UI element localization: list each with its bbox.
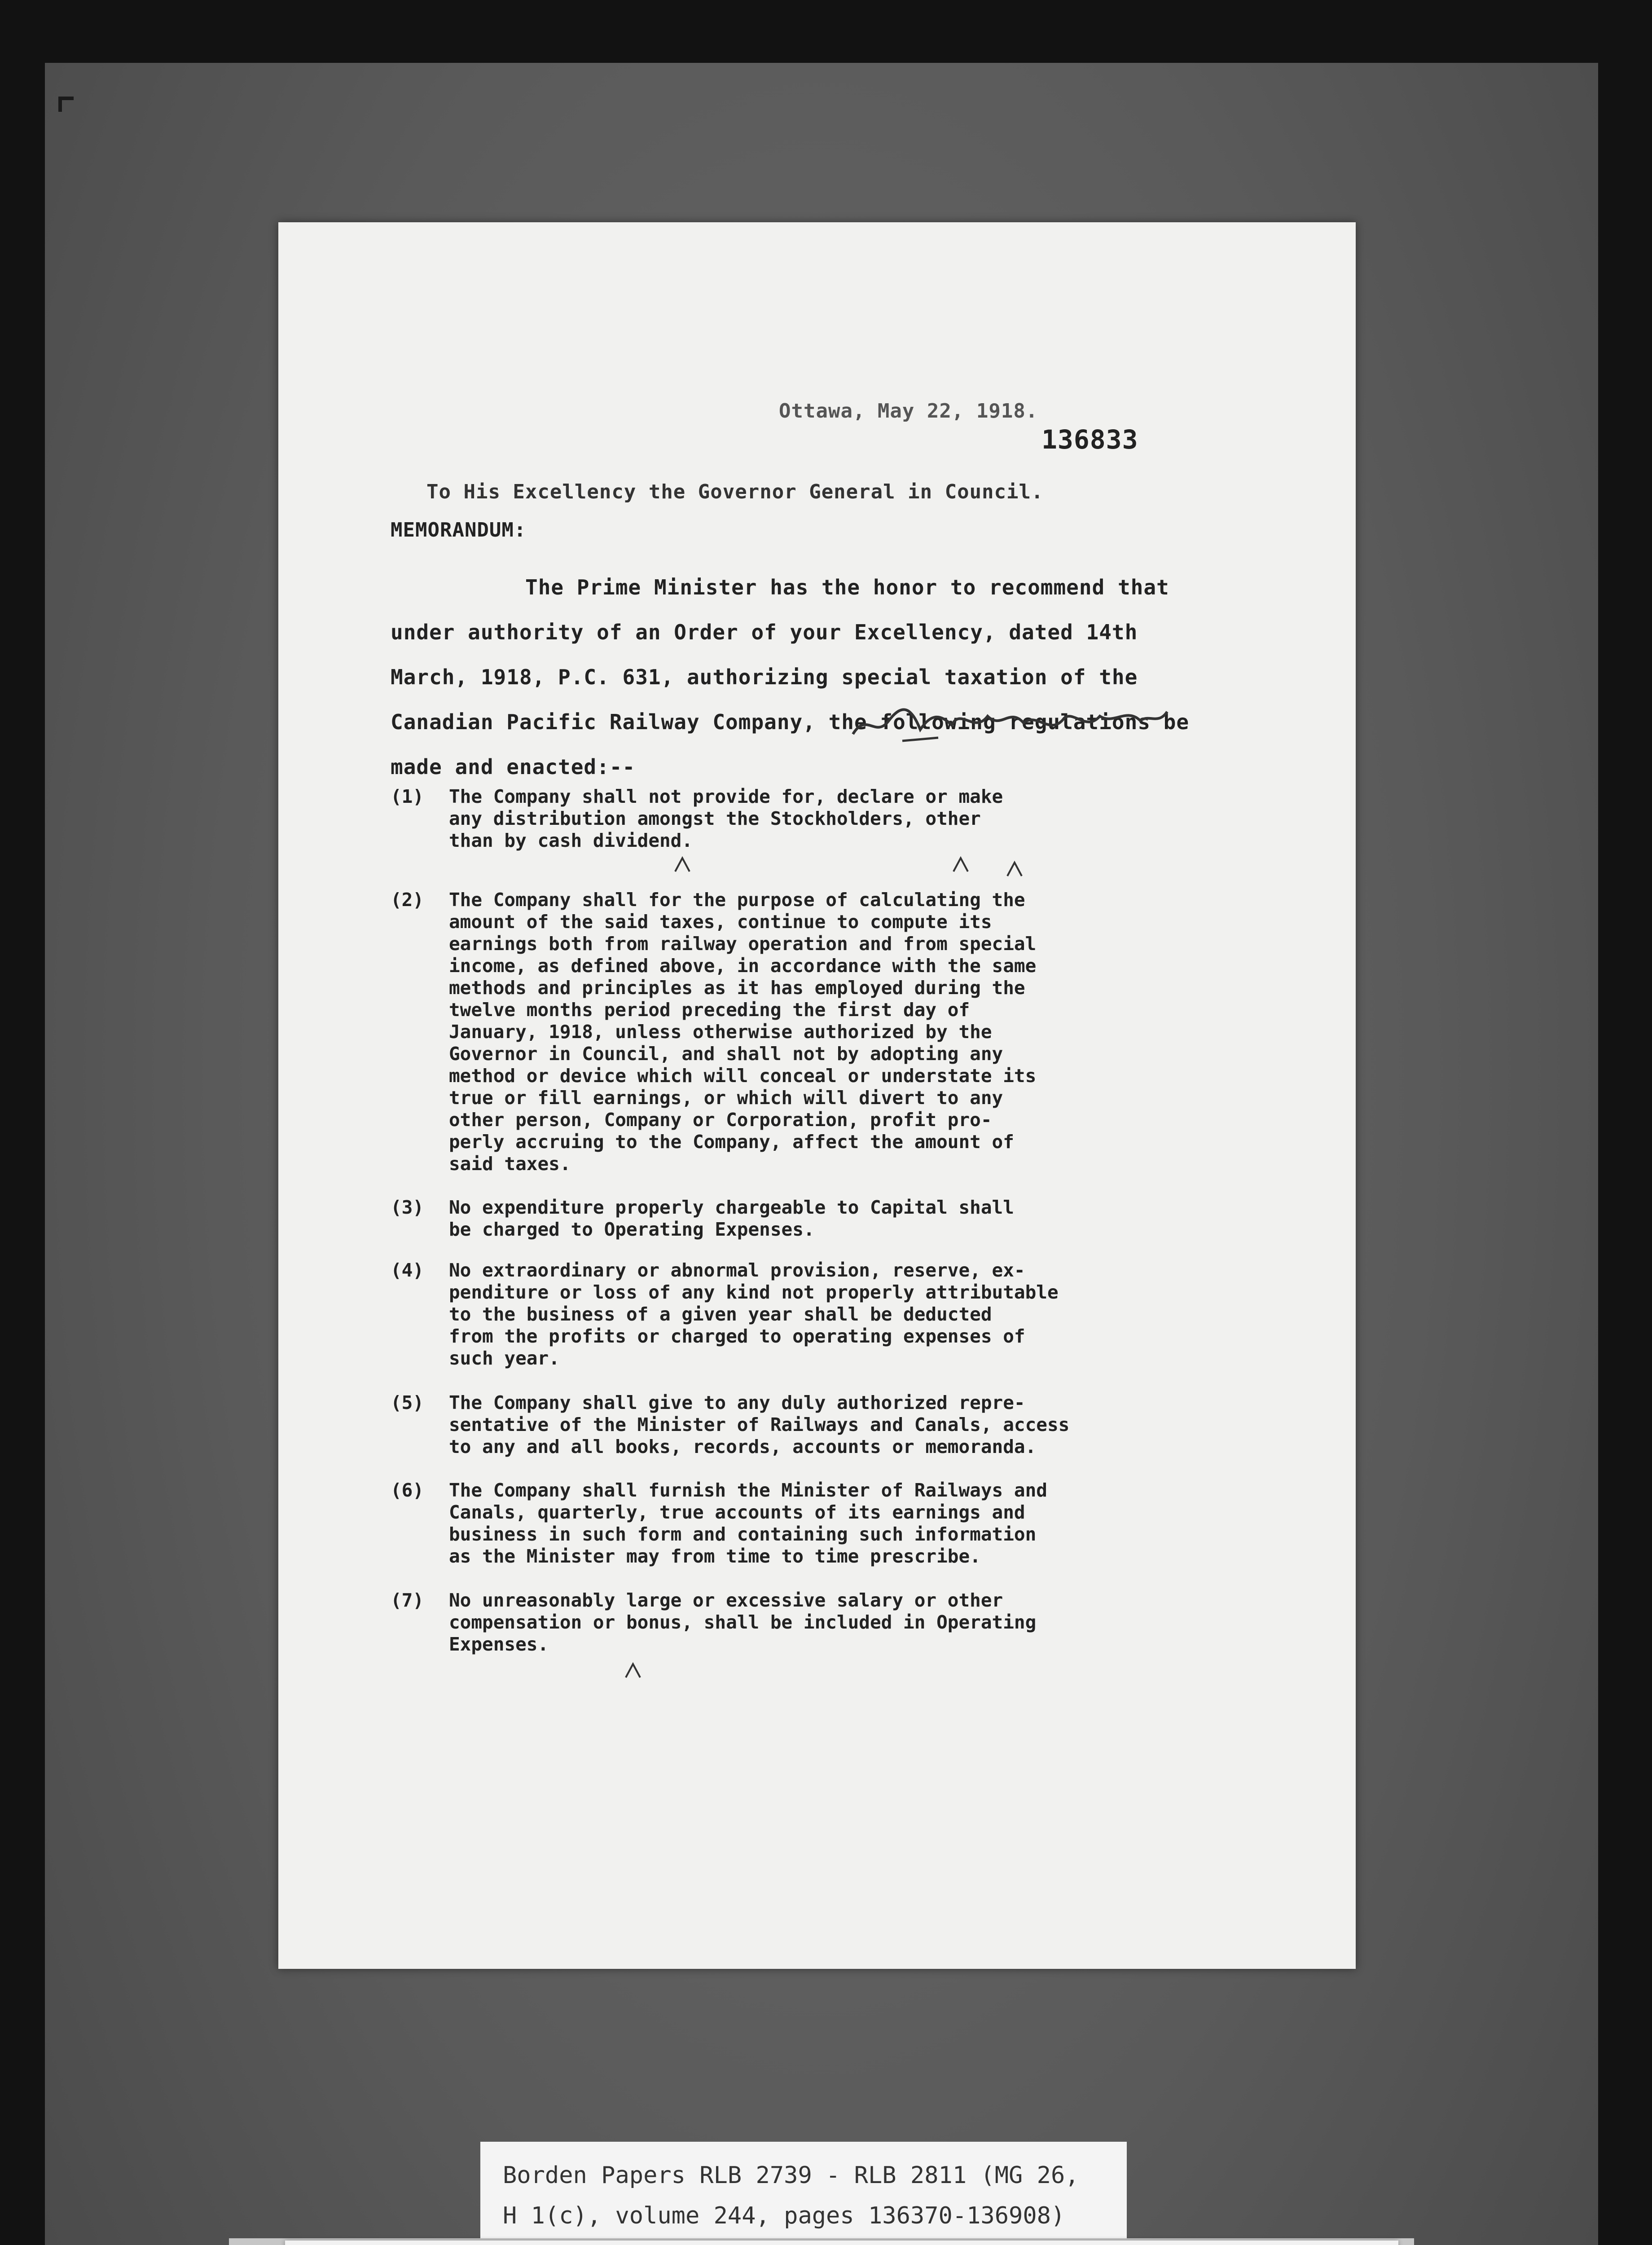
- clause: [391, 1259, 1351, 1372]
- clause-text: No extraordinary or abnormal provision, reserve, ex- penditure or loss of any kind not properly attributable to the business of a given year shall be deducted from the profits or charged to operating expenses of such year.: [449, 1259, 1059, 1369]
- document-number: 136833: [1041, 424, 1138, 455]
- clause-text: The Company shall for the purpose of calculating the amount of the said taxes, continue to compute its earnings both from railway operation and from special income, as defined above, in accordance with the same methods and principles as it has employed during the twelve months period preceding the first day of January, 1918, unless otherwise authorized by the Governor in Council, and shall not by adopting any method or device which will conceal or understate its true or fill earnings, or which will divert to any other person, Company or Corporation, profit pro- perly accruing to the Company, affect the amount of said taxes.: [449, 889, 1037, 1175]
- handwritten-annotation: [848, 698, 1172, 748]
- clause: [391, 1589, 1351, 1657]
- clause-text: The Company shall not provide for, declare or make any distribution amongst the Stockholders, other than by cash dividend.: [449, 786, 1003, 851]
- clause-text: No expenditure properly chargeable to Capital shall be charged to Operating Expenses.: [449, 1197, 1014, 1240]
- memo-heading: MEMORANDUM:: [391, 519, 527, 541]
- clause: [391, 1479, 1351, 1569]
- intro-line: The Prime Minister has the honor to recommend that: [525, 575, 1169, 599]
- insertion-caret: [624, 1661, 642, 1679]
- intro-line: March, 1918, P.C. 631, authorizing special taxation of the: [391, 665, 1138, 689]
- document-page: [278, 222, 1356, 1969]
- clause-number: (3): [391, 1197, 424, 1218]
- clause-number: (4): [391, 1259, 424, 1281]
- clause: [391, 786, 1351, 858]
- dateline: Ottawa, May 22, 1918.: [779, 400, 1038, 423]
- insertion-caret: [673, 855, 691, 873]
- intro-line: made and enacted:--: [391, 755, 636, 779]
- insertion-caret: [952, 855, 970, 873]
- clause-number: (6): [391, 1479, 424, 1501]
- clause: [391, 889, 1351, 1176]
- caption-line: Borden Papers RLB 2739 - RLB 2811 (MG 26,: [503, 2162, 1079, 2189]
- clause-number: (7): [391, 1589, 424, 1611]
- insertion-caret: [1006, 860, 1024, 878]
- clause-text: No unreasonably large or excessive salary or other compensation or bonus, shall be included in Operating Expenses.: [449, 1589, 1037, 1655]
- caption-line: H 1(c), volume 244, pages 136370-136908): [503, 2202, 1065, 2229]
- intro-line: under authority of an Order of your Excellency, dated 14th: [391, 620, 1138, 644]
- intro-line: Canadian Pacific Railway Company, the following regulations be: [391, 710, 1190, 734]
- archives-card: [285, 2241, 1398, 2245]
- addressee: To His Excellency the Governor General in Council.: [426, 480, 1044, 503]
- clause: [391, 1392, 1351, 1459]
- clause-number: (5): [391, 1392, 424, 1413]
- collection-caption: [480, 2142, 1127, 2245]
- clause-number: (1): [391, 786, 424, 807]
- clause-text: The Company shall give to any duly authorized repre- sentative of the Minister of Railways and Canals, access to any and all books, records, accounts or memoranda.: [449, 1392, 1070, 1457]
- frame-corner-mark: [58, 97, 74, 112]
- clause-number: (2): [391, 889, 424, 911]
- clause: [391, 1197, 1351, 1246]
- clause-text: The Company shall furnish the Minister of Railways and Canals, quarterly, true accounts of its earnings and business in such form and containing such information as the Minister may from time to time prescribe.: [449, 1479, 1047, 1567]
